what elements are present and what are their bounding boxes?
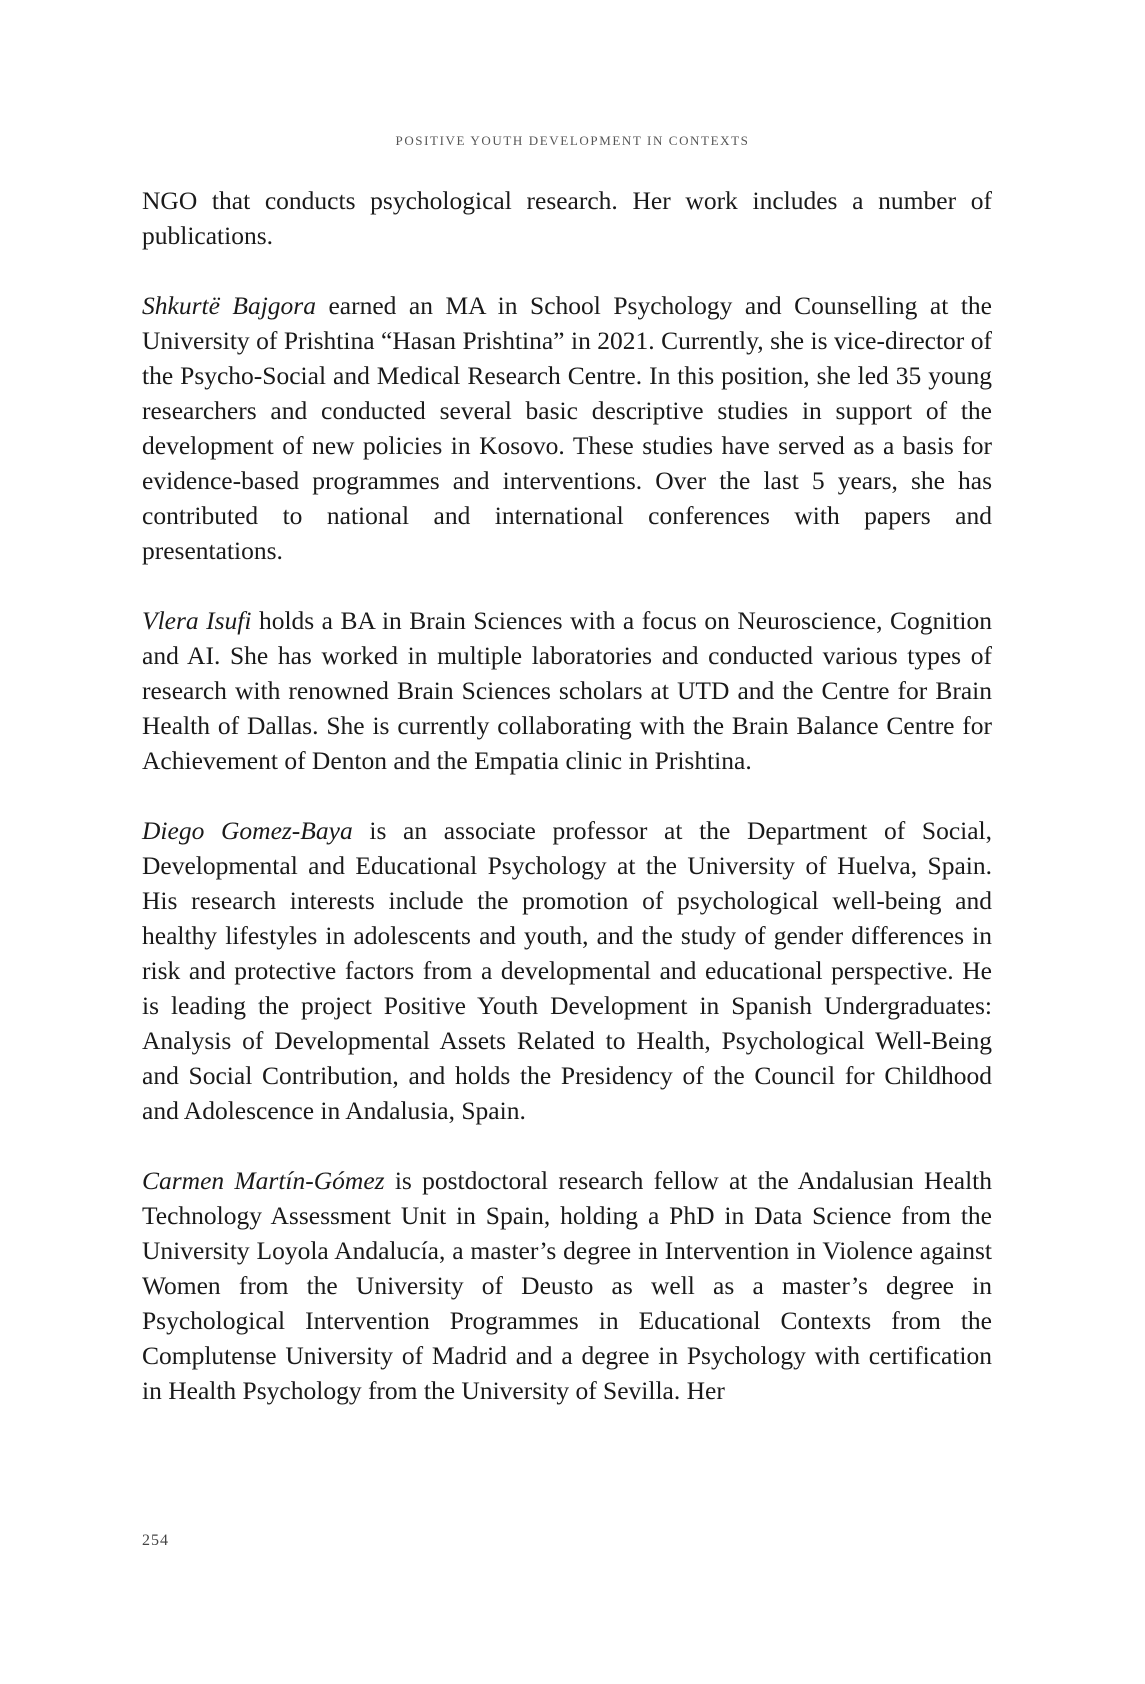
page-number: 254 — [142, 1532, 169, 1549]
author-name: Diego Gomez-Baya — [142, 816, 353, 845]
author-name: Vlera Isufi — [142, 606, 252, 635]
bio-paragraph-isufi — [142, 603, 992, 778]
author-name: Carmen Martín-Gómez — [142, 1166, 385, 1195]
paragraph-continuation — [142, 183, 992, 253]
running-head: POSITIVE YOUTH DEVELOPMENT IN CONTEXTS — [395, 133, 750, 148]
bio-paragraph-gomez-baya — [142, 813, 992, 1128]
body-text — [142, 183, 992, 1443]
paragraph-text: holds a BA in Brain Sciences with a focus on Neuroscience, Cognition and AI. She has worked in multiple laboratories and conducted various types of research with renowned Brain Sciences scholars at UTD and the Centre for Brain Health of Dallas. She is currently collaborating with the Brain Balance Centre for Achievement of Denton and the Empatia clinic in Prishtina. — [142, 606, 992, 775]
author-name: Shkurtë Bajgora — [142, 291, 316, 320]
bio-paragraph-martin-gomez — [142, 1163, 992, 1408]
bio-paragraph-bajgora — [142, 288, 992, 568]
paragraph-text: earned an MA in School Psychology and Counselling at the University of Prishtina “Hasan Prishtina” in 2021. Currently, she is vice-director of the Psycho-Social and Medical Research Centre. In this position, she led 35 young researchers and conducted several basic descriptive studies in support of the development of new policies in Kosovo. These studies have served as a basis for evidence-based programmes and interventions. Over the last 5 years, she has contributed to national and international conferences with papers and presentations. — [142, 291, 992, 565]
paragraph-text: NGO that conducts psychological research. Her work includes a number of publications. — [142, 186, 992, 250]
paragraph-text: is an associate professor at the Department of Social, Developmental and Educational Psychology at the University of Huelva, Spain. His research interests include the promotion of psychological well-being and healthy lifestyles in adolescents and youth, and the study of gender differences in risk and protective factors from a developmental and educational perspective. He is leading the project Positive Youth Development in Spanish Undergraduates: Analysis of Developmental Assets Related to Health, Psychological Well-Being and Social Contribution, and holds the Presidency of the Council for Childhood and Adolescence in Andalusia, Spain. — [142, 816, 993, 1125]
paragraph-text: is postdoctoral research fellow at the Andalusian Health Technology Assessment Unit in Spain, holding a PhD in Data Science from the University Loyola Andalucía, a master’s degree in Intervention in Violence against Women from the University of Deusto as well as a master’s degree in Psychological Intervention Programmes in Educational Contexts from the Complutense University of Madrid and a degree in Psychology with certification in Health Psychology from the University of Sevilla. Her — [142, 1166, 992, 1405]
